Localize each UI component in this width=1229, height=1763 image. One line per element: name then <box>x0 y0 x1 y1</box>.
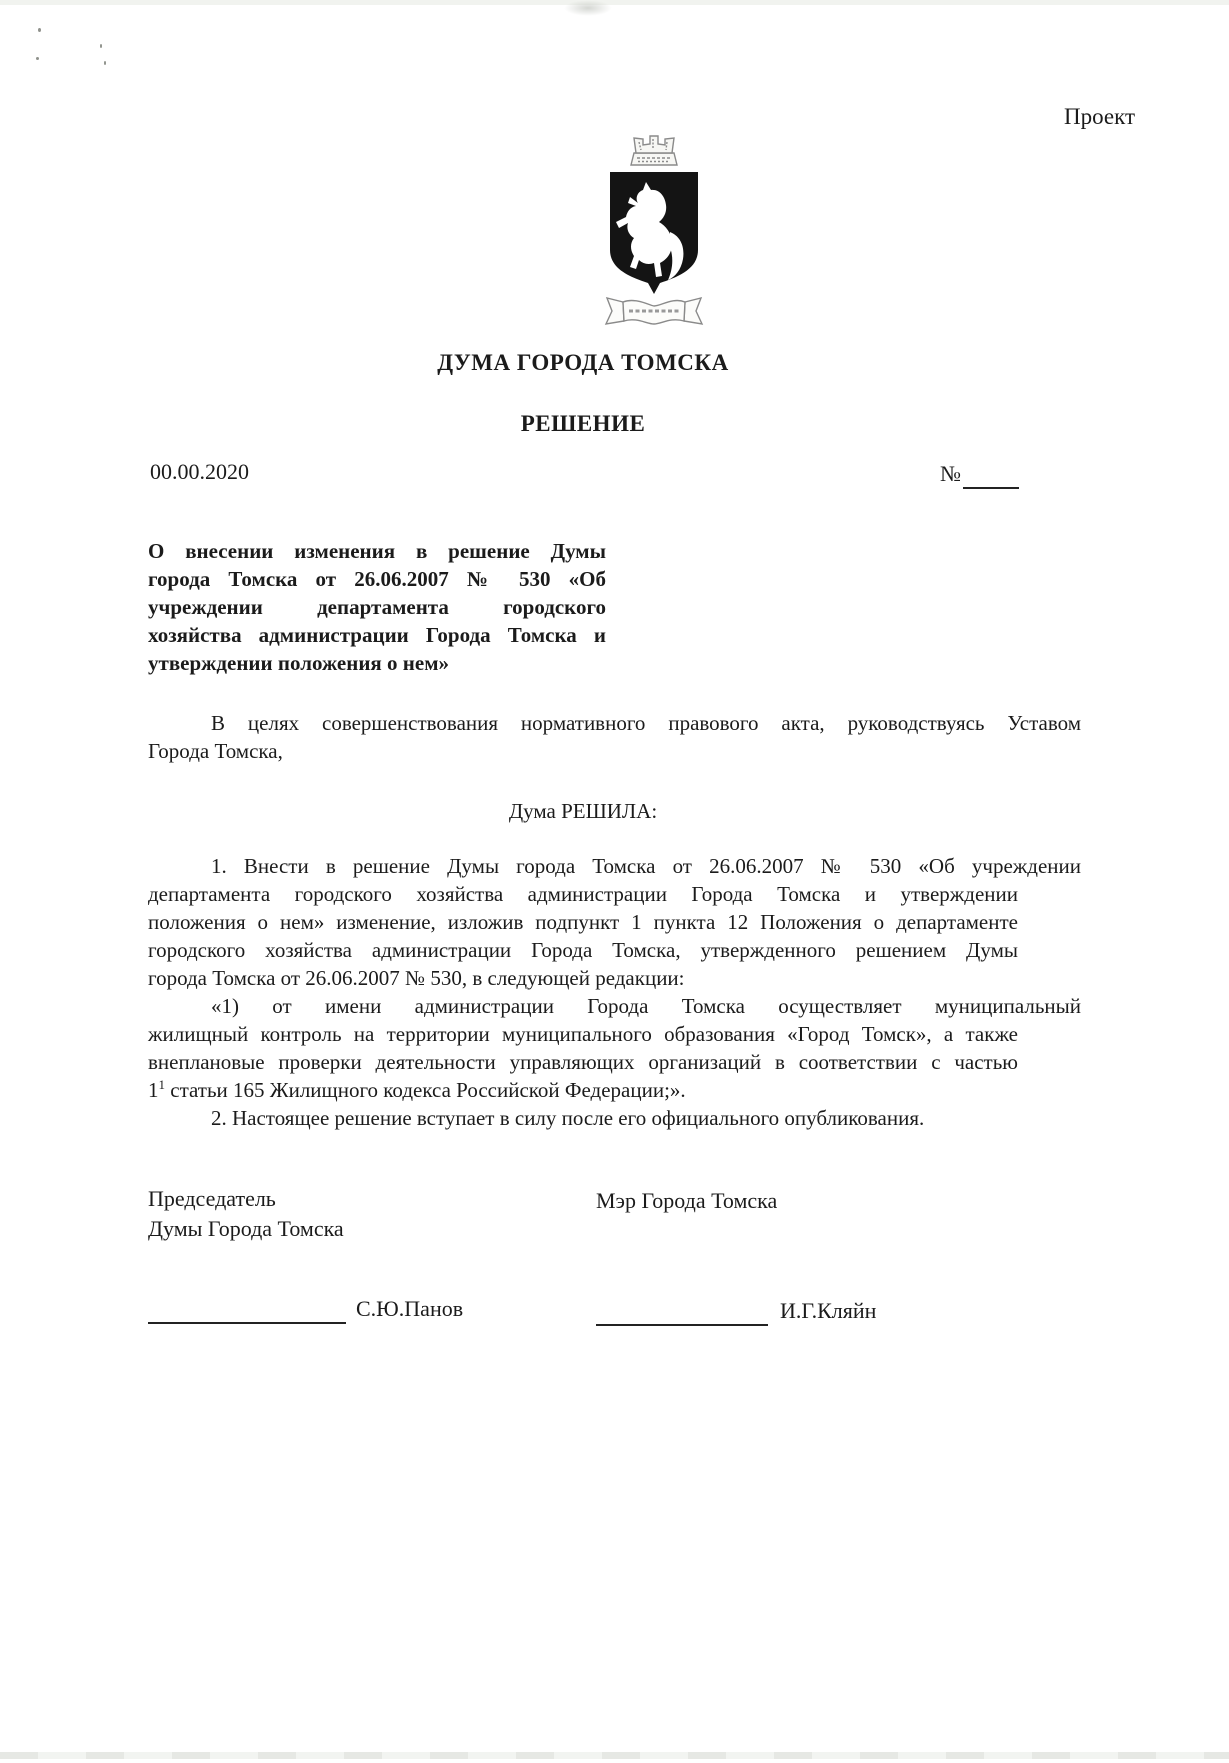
organization-title: ДУМА ГОРОДА ТОМСКА <box>437 350 729 375</box>
left-signatory-name: С.Ю.Панов <box>356 1296 464 1321</box>
intro-line: В целях совершенствования нормативного правового акта, руководствуясь Уставом <box>211 711 1081 735</box>
subject-line: О внесении изменения в решение Думы <box>148 539 606 563</box>
subject-line: хозяйства администрации Города Томска и <box>148 623 606 647</box>
document-date: 00.00.2020 <box>150 459 249 484</box>
body-line: городского хозяйства администрации Города Томска, утвержденного решением Думы <box>148 938 1018 962</box>
document-number-blank <box>963 463 1019 489</box>
right-signatory-title: Мэр Города Томска <box>596 1188 778 1213</box>
intro-line: Города Томска, <box>148 739 283 763</box>
project-label: Проект <box>1063 104 1135 129</box>
ribbon-banner-icon <box>606 298 702 324</box>
scan-artifact-bottom-band <box>0 1752 1229 1759</box>
superscript-index: 1 <box>158 1077 165 1092</box>
body-line-with-superscript <box>148 1077 1018 1103</box>
scan-speck <box>38 28 41 32</box>
scan-speck <box>36 57 39 60</box>
scan-artifact-smudge <box>564 0 612 16</box>
body-line: положения о нем» изменение, изложив подпункт 1 пункта 12 Положения о департаменте <box>148 910 1018 934</box>
scan-artifact-top-band <box>0 0 1229 5</box>
resolution-heading: Дума РЕШИЛА: <box>508 799 658 823</box>
right-signatory-name: И.Г.Кляйн <box>780 1298 877 1323</box>
scan-speck <box>100 44 102 48</box>
document-number-label: № <box>940 461 961 486</box>
subject-line: города Томска от 26.06.2007 № 530 «Об <box>148 567 606 591</box>
left-signature-blank <box>148 1300 346 1324</box>
left-signatory-title-line1: Председатель <box>148 1186 276 1211</box>
subject-line: учреждении департамента городского <box>148 595 606 619</box>
line-remainder: статьи 165 Жилищного кодекса Российской Федерации;». <box>165 1078 686 1102</box>
body-line: жилищный контроль на территории муниципального образования «Город Томск», а также <box>148 1022 1018 1046</box>
body-line: внеплановые проверки деятельности управляющих организаций в соответствии с частью <box>148 1050 1018 1074</box>
right-signature-blank <box>596 1302 768 1326</box>
superscript-base: 1 <box>148 1078 159 1102</box>
body-line: департамента городского хозяйства администрации Города Томска и утверждении <box>148 882 1018 906</box>
body-line: 1. Внести в решение Думы города Томска от 26.06.2007 № 530 «Об учреждении <box>211 854 1081 878</box>
body-line: города Томска от 26.06.2007 № 530, в следующей редакции: <box>148 966 685 990</box>
left-signatory-title-line2: Думы Города Томска <box>148 1216 344 1241</box>
subject-line: утверждении положения о нем» <box>148 651 450 675</box>
body-line: 2. Настоящее решение вступает в силу после его официального опубликования. <box>211 1106 925 1130</box>
body-line: «1) от имени администрации Города Томска осуществляет муниципальный <box>211 994 1081 1018</box>
document-type-title: РЕШЕНИЕ <box>520 411 646 436</box>
scan-speck <box>104 61 106 65</box>
coat-of-arms-of-tomsk <box>601 130 707 336</box>
mural-crown-icon <box>631 136 677 165</box>
